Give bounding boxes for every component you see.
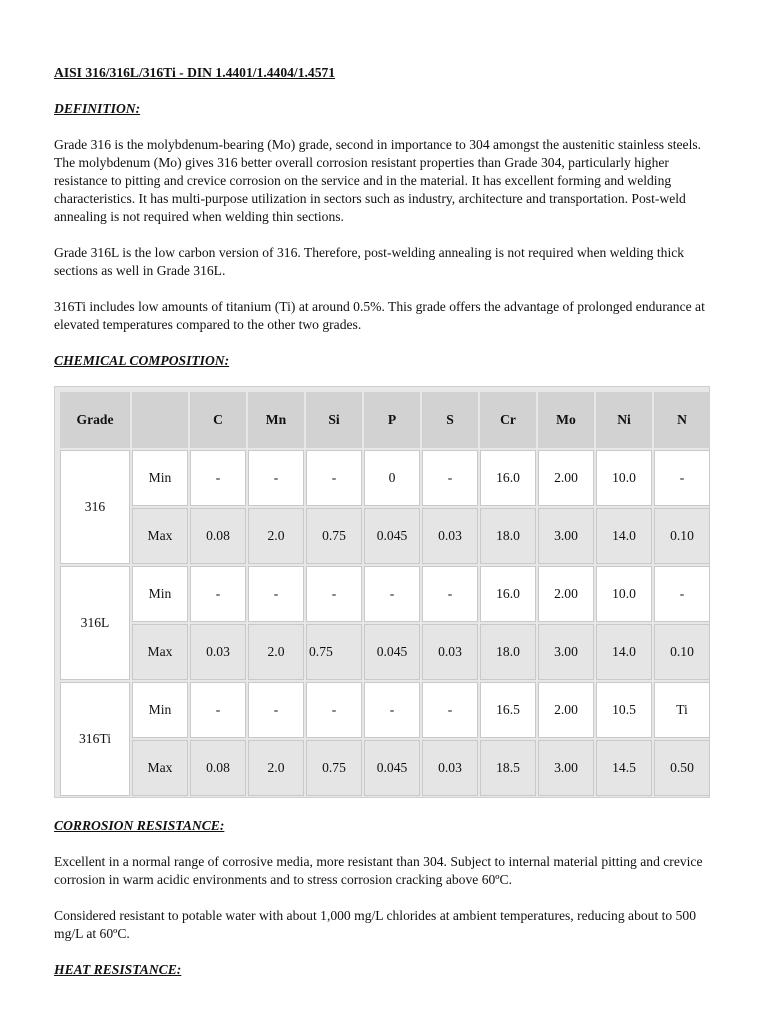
column-header-n: N — [654, 392, 710, 448]
table-cell: 2.0 — [248, 624, 304, 680]
table-cell: 18.5 — [480, 740, 536, 796]
table-cell: 16.0 — [480, 566, 536, 622]
table-cell: 16.5 — [480, 682, 536, 738]
table-cell: 0.75 — [306, 508, 362, 564]
limit-label-min: Min — [132, 682, 188, 738]
table-cell: 3.00 — [538, 624, 594, 680]
table-cell: 2.00 — [538, 682, 594, 738]
table-cell: 16.0 — [480, 450, 536, 506]
table-cell: 0.50 — [654, 740, 710, 796]
table-cell: 2.00 — [538, 450, 594, 506]
table-cell: 3.00 — [538, 508, 594, 564]
table-cell: - — [422, 682, 478, 738]
table-row-316ti-min — [60, 682, 710, 738]
limit-label-min: Min — [132, 450, 188, 506]
column-header-cr: Cr — [480, 392, 536, 448]
column-header-limit — [132, 392, 188, 448]
table-cell: 0.08 — [190, 508, 246, 564]
column-header-grade: Grade — [60, 392, 130, 448]
table-cell: 0.03 — [422, 740, 478, 796]
grade-cell-316ti: 316Ti — [60, 682, 130, 796]
table-cell: - — [422, 566, 478, 622]
column-header-s: S — [422, 392, 478, 448]
table-cell: 18.0 — [480, 508, 536, 564]
limit-label-max: Max — [132, 624, 188, 680]
definition-paragraph-316l: Grade 316L is the low carbon version of 316. Therefore, post-welding annealing is not required when welding thick sections as well in Grade 316L. — [54, 245, 685, 278]
column-header-mo: Mo — [538, 392, 594, 448]
table-cell: - — [190, 566, 246, 622]
table-cell: - — [422, 450, 478, 506]
table-cell: 3.00 — [538, 740, 594, 796]
table-header-row — [60, 392, 710, 448]
table-cell: 14.0 — [596, 508, 652, 564]
column-header-mn: Mn — [248, 392, 304, 448]
table-cell: 0.08 — [190, 740, 246, 796]
corrosion-paragraph-2: Considered resistant to potable water with about 1,000 mg/L chlorides at ambient temperatures, reducing about to 500 mg/L at 60ºC. — [54, 908, 697, 941]
chemical-composition-heading: CHEMICAL COMPOSITION: — [54, 353, 230, 368]
column-header-si: Si — [306, 392, 362, 448]
column-header-p: P — [364, 392, 420, 448]
table-cell: 10.0 — [596, 566, 652, 622]
table-cell: 0.03 — [422, 624, 478, 680]
limit-label-min: Min — [132, 566, 188, 622]
table-cell: - — [190, 682, 246, 738]
table-cell: - — [190, 450, 246, 506]
table-row-316-min — [60, 450, 710, 506]
heat-resistance-heading: HEAT RESISTANCE: — [54, 962, 182, 977]
table-cell: 0.045 — [364, 624, 420, 680]
column-header-c: C — [190, 392, 246, 448]
table-cell: - — [364, 566, 420, 622]
table-cell: - — [306, 682, 362, 738]
table-cell: 0.75 — [306, 740, 362, 796]
table-cell: Ti — [654, 682, 710, 738]
table-cell: 0.10 — [654, 624, 710, 680]
table-cell: 18.0 — [480, 624, 536, 680]
grade-cell-316: 316 — [60, 450, 130, 564]
limit-label-max: Max — [132, 740, 188, 796]
table-row-316-max — [60, 508, 710, 564]
table-cell: 0.045 — [364, 740, 420, 796]
table-cell: - — [248, 450, 304, 506]
table-cell: - — [306, 566, 362, 622]
table-cell: 2.0 — [248, 508, 304, 564]
table-cell: 0 — [364, 450, 420, 506]
table-cell: - — [248, 566, 304, 622]
table-row-316ti-max — [60, 740, 710, 796]
table-cell: 2.0 — [248, 740, 304, 796]
table-cell: 14.5 — [596, 740, 652, 796]
definition-heading: DEFINITION: — [54, 101, 141, 116]
definition-paragraph-316ti: 316Ti includes low amounts of titanium (Ti) at around 0.5%. This grade offers the advantage of prolonged endurance at elevated temperatures compared to the other two grades. — [54, 299, 705, 332]
table-cell: - — [306, 450, 362, 506]
table-cell: - — [364, 682, 420, 738]
table-cell: 0.75 — [306, 624, 362, 680]
table-row-316l-max — [60, 624, 710, 680]
chemical-composition-table — [54, 386, 710, 798]
limit-label-max: Max — [132, 508, 188, 564]
corrosion-paragraph-1: Excellent in a normal range of corrosive media, more resistant than 304. Subject to internal material pitting and crevice corrosion in warm acidic environments and to stress corrosion cracking above 60ºC. — [54, 854, 703, 887]
table-row-316l-min — [60, 566, 710, 622]
table-cell: 14.0 — [596, 624, 652, 680]
table-cell: - — [654, 566, 710, 622]
table-cell: 0.03 — [422, 508, 478, 564]
document-title: AISI 316/316L/316Ti - DIN 1.4401/1.4404/1.4571 — [54, 65, 336, 80]
table-cell: 0.03 — [190, 624, 246, 680]
grade-cell-316l: 316L — [60, 566, 130, 680]
table-cell: 0.10 — [654, 508, 710, 564]
table-cell: 10.0 — [596, 450, 652, 506]
table-cell: - — [248, 682, 304, 738]
table-cell: 2.00 — [538, 566, 594, 622]
corrosion-resistance-heading: CORROSION RESISTANCE: — [54, 818, 225, 833]
definition-paragraph-316: Grade 316 is the molybdenum-bearing (Mo) grade, second in importance to 304 amongst the austenitic stainless steels. The molybdenum (Mo) gives 316 better overall corrosion resistant properties than Grade 304, particularly higher resistance to pitting and crevice corrosion on the service and in the material. It has excellent forming and welding characteristics. It has multi-purpose utilization in sectors such as industry, architecture and transportation. Post-weld annealing is not required when welding thin sections. — [54, 137, 702, 224]
table-cell: - — [654, 450, 710, 506]
column-header-ni: Ni — [596, 392, 652, 448]
table-cell: 10.5 — [596, 682, 652, 738]
table-cell: 0.045 — [364, 508, 420, 564]
